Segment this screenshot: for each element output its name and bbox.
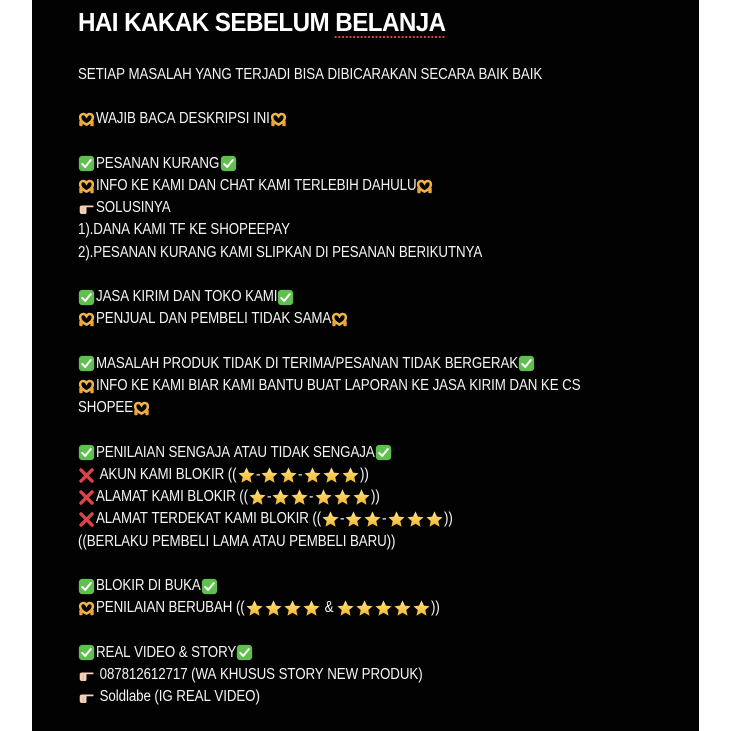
star-icon <box>283 599 302 618</box>
line-text: 1).DANA KAMI TF KE SHOPEEPAY <box>78 221 290 239</box>
line-text: ALAMAT TERDEKAT KAMI BLOKIR (( <box>96 510 322 528</box>
heart-hands-icon <box>416 178 433 195</box>
description-line <box>78 219 688 241</box>
check-mark-icon <box>78 355 95 372</box>
star-icon <box>290 488 309 507</box>
line-text: & <box>320 599 337 617</box>
blank-line <box>78 86 688 108</box>
pointing-right-hand-icon <box>78 200 95 217</box>
description-line <box>78 108 688 130</box>
description-line <box>78 664 688 686</box>
line-text: MASALAH PRODUK TIDAK DI TERIMA/PESANAN TIDAK BERGERAK <box>96 354 519 372</box>
check-mark-icon <box>277 289 294 306</box>
line-text: Soldlabe (IG REAL VIDEO) <box>96 688 260 706</box>
description-body <box>78 64 688 709</box>
blank-line <box>78 620 688 642</box>
heart-hands-icon <box>133 400 150 417</box>
line-text: )) <box>370 488 380 506</box>
title-underlined-word: BELANJA <box>335 7 446 37</box>
page-title <box>78 6 446 38</box>
star-icon <box>374 599 393 618</box>
star-icon <box>237 466 256 485</box>
check-mark-icon <box>78 289 95 306</box>
blank-line <box>78 131 688 153</box>
check-mark-icon <box>78 444 95 461</box>
line-text: WAJIB BACA DESKRIPSI INI <box>96 110 270 128</box>
check-mark-icon <box>201 578 218 595</box>
heart-hands-icon <box>78 311 95 328</box>
description-line <box>78 575 688 597</box>
heart-hands-icon <box>78 111 95 128</box>
check-mark-icon <box>220 155 237 172</box>
star-icon <box>352 488 371 507</box>
line-text: - <box>266 488 272 506</box>
star-icon <box>425 510 444 529</box>
description-line <box>78 197 688 219</box>
star-icon <box>333 488 352 507</box>
description-line <box>78 153 688 175</box>
line-text: 087812612717 (WA KHUSUS STORY NEW PRODUK) <box>96 665 423 683</box>
line-text: )) <box>443 510 453 528</box>
line-text: SHOPEE <box>78 399 134 417</box>
cross-mark-icon <box>78 489 95 506</box>
heart-hands-icon <box>331 311 348 328</box>
description-line <box>78 486 688 508</box>
line-text: ALAMAT KAMI BLOKIR (( <box>96 488 249 506</box>
description-line <box>78 508 688 530</box>
star-icon <box>355 599 374 618</box>
heart-hands-icon <box>78 378 95 395</box>
star-icon <box>314 488 333 507</box>
line-text: - <box>382 510 387 528</box>
line-text: JASA KIRIM DAN TOKO KAMI <box>96 288 278 306</box>
star-icon <box>322 466 341 485</box>
line-text: 2).PESANAN KURANG KAMI SLIPKAN DI PESANAN BERIKUTNYA <box>78 243 483 261</box>
star-icon <box>363 510 382 529</box>
line-text: REAL VIDEO & STORY <box>96 643 237 661</box>
line-text: SETIAP MASALAH YANG TERJADI BISA DIBICARAKAN SECARA BAIK BAIK <box>78 66 543 83</box>
check-mark-icon <box>236 644 253 661</box>
line-text: PENILAIAN BERUBAH (( <box>96 599 245 617</box>
star-icon <box>412 599 431 618</box>
title-prefix: HAI KAKAK SEBELUM <box>78 7 336 37</box>
line-text: - <box>339 510 345 528</box>
line-text: - <box>255 465 261 483</box>
line-text: AKUN KAMI BLOKIR (( <box>96 465 237 483</box>
star-icon <box>303 466 322 485</box>
description-line <box>78 397 688 419</box>
star-icon <box>245 599 264 618</box>
line-text: PENJUAL DAN PEMBELI TIDAK SAMA <box>96 310 332 328</box>
cross-mark-icon <box>78 467 95 484</box>
heart-hands-icon <box>270 111 287 128</box>
description-line <box>78 642 688 664</box>
check-mark-icon <box>78 644 95 661</box>
star-icon <box>248 488 267 507</box>
star-icon <box>341 466 360 485</box>
line-text: )) <box>359 465 369 483</box>
star-icon <box>260 466 279 485</box>
check-mark-icon <box>375 444 392 461</box>
line-text: - <box>309 488 314 506</box>
description-line <box>78 353 688 375</box>
star-icon <box>264 599 283 618</box>
star-icon <box>279 466 298 485</box>
description-line <box>78 442 688 464</box>
line-text: INFO KE KAMI DAN CHAT KAMI TERLEBIH DAHULU <box>96 176 417 194</box>
star-icon <box>344 510 363 529</box>
cross-mark-icon <box>78 511 95 528</box>
line-text: INFO KE KAMI BIAR KAMI BANTU BUAT LAPORAN KE JASA KIRIM DAN KE CS <box>96 376 581 394</box>
description-line <box>78 64 688 86</box>
blank-line <box>78 553 688 575</box>
pointing-right-hand-icon <box>78 689 95 706</box>
line-text: SOLUSINYA <box>96 199 171 217</box>
description-line <box>78 286 688 308</box>
line-text: - <box>298 465 303 483</box>
check-mark-icon <box>78 578 95 595</box>
description-line <box>78 242 688 264</box>
check-mark-icon <box>78 155 95 172</box>
heart-hands-icon <box>78 600 95 617</box>
check-mark-icon <box>518 355 535 372</box>
line-text: PENILAIAN SENGAJA ATAU TIDAK SENGAJA <box>96 443 375 461</box>
star-icon <box>387 510 406 529</box>
description-line <box>78 308 688 330</box>
line-text: BLOKIR DI BUKA <box>96 577 201 595</box>
description-line <box>78 175 688 197</box>
blank-line <box>78 420 688 442</box>
blank-line <box>78 331 688 353</box>
line-text: )) <box>431 599 440 617</box>
star-icon <box>393 599 412 618</box>
star-icon <box>321 510 340 529</box>
description-line <box>78 531 688 553</box>
blank-line <box>78 264 688 286</box>
description-line <box>78 464 688 486</box>
star-icon <box>302 599 321 618</box>
description-line <box>78 375 688 397</box>
description-line <box>78 686 688 708</box>
heart-hands-icon <box>78 178 95 195</box>
line-text: PESANAN KURANG <box>96 154 220 172</box>
description-line <box>78 597 688 619</box>
star-icon <box>336 599 355 618</box>
line-text: ((BERLAKU PEMBELI LAMA ATAU PEMBELI BARU)) <box>78 532 396 550</box>
pointing-right-hand-icon <box>78 667 95 684</box>
star-icon <box>406 510 425 529</box>
star-icon <box>271 488 290 507</box>
